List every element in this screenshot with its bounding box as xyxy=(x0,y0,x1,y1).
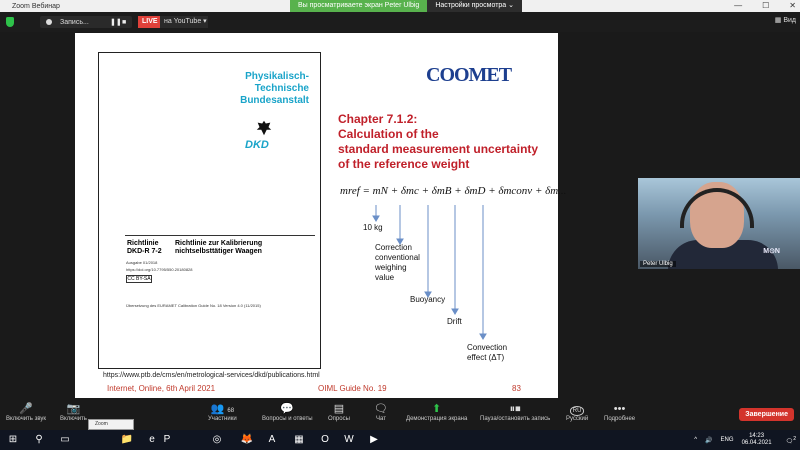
end-meeting-button[interactable]: Завершение xyxy=(739,408,794,421)
richtlinie-title: Richtlinie zur Kalibrierung nichtselbsttätiger Waagen xyxy=(175,240,263,255)
explorer-icon[interactable]: 📁 xyxy=(120,434,134,445)
meeting-top-bar xyxy=(0,12,800,32)
volume-icon[interactable]: 🔊 xyxy=(705,437,713,444)
recording-label: Запись... xyxy=(60,18,89,26)
issue-text: Ausgabe 01/2018 xyxy=(126,260,158,265)
edge-icon[interactable]: e xyxy=(149,434,155,445)
shirt-logo: M⊙N xyxy=(763,248,780,255)
maximize-button[interactable]: ☐ xyxy=(762,1,770,10)
more-label: Подробнее xyxy=(604,416,636,422)
clock[interactable] xyxy=(742,433,772,447)
presentation-slide xyxy=(75,33,567,398)
mic-muted-icon: 🎤 xyxy=(19,403,33,415)
unmute-label: Включить звук xyxy=(6,416,47,422)
cc-license-badge: CC BY-SA xyxy=(127,276,151,282)
slide-footer-left: Internet, Online, 6th April 2021 xyxy=(107,384,216,393)
recording-dot-icon xyxy=(46,19,52,25)
system-tray xyxy=(694,430,800,450)
richtlinie-code: Richtlinie DKD-R 7-2 xyxy=(127,240,162,255)
zoom-thumbnail[interactable]: Zoom xyxy=(88,419,134,430)
windows-start-icon[interactable]: ⊞ xyxy=(8,434,18,445)
share-screen-label: Демонстрация экрана xyxy=(406,416,468,422)
view-options-button[interactable]: Настройки просмотра ⌄ xyxy=(427,0,522,12)
participant-video[interactable] xyxy=(638,178,800,269)
slide-page-number: 83 xyxy=(512,384,521,393)
camera-off-icon: 📷 xyxy=(66,403,81,415)
participants-icon: 👥 68 xyxy=(210,403,235,415)
nominal-mass-label: 10 kg xyxy=(363,223,383,232)
zoom-icon[interactable]: ▶ xyxy=(370,434,378,445)
qa-label: Вопросы и ответы xyxy=(262,416,313,422)
doi-text: https://doi.org/10.7795/550.20180828 xyxy=(126,267,193,272)
coomet-logo: COOMET xyxy=(426,64,512,86)
share-screen-icon: ⬆ xyxy=(432,403,442,415)
polls-label: Опросы xyxy=(328,416,350,422)
stop-recording-icon[interactable]: ■ xyxy=(122,18,127,26)
outlook-icon[interactable]: O xyxy=(321,434,329,445)
chat-label: Чат xyxy=(376,416,386,422)
dkd-logo: DKD xyxy=(245,139,269,151)
acrobat-icon[interactable]: A xyxy=(268,434,276,445)
firefox-icon[interactable]: 🦊 xyxy=(240,434,254,445)
pause-recording-icon[interactable]: ❚❚ xyxy=(110,19,122,26)
qa-button[interactable] xyxy=(262,402,313,422)
language-indicator[interactable]: ENG xyxy=(720,437,734,443)
notifications-icon[interactable]: 🗨$^2$ xyxy=(785,435,796,445)
language-icon xyxy=(570,402,585,416)
language-label: Русский xyxy=(566,416,589,422)
participant-name-label: Peter Ulbig xyxy=(640,261,676,267)
security-shield-icon[interactable] xyxy=(6,17,14,27)
translation-note: Übersetzung des EURAMET Calibration Guide No. 18 Version 4.0 (11/2015) xyxy=(126,303,261,308)
recording-indicator xyxy=(40,16,132,28)
convection-label: Convection effect (ΔT) xyxy=(467,343,508,362)
pause-recording-button[interactable] xyxy=(480,402,550,422)
chrome-icon[interactable]: ◎ xyxy=(212,434,222,445)
live-badge: LIVE xyxy=(138,16,162,28)
language-button[interactable] xyxy=(566,402,588,422)
reference-weight-formula: mref = mN + δmc + δmB + δmD + δmconv + δm... xyxy=(340,185,567,197)
powerpoint-icon[interactable]: P xyxy=(163,434,171,445)
correction-label: Correction conventional weighing value xyxy=(375,243,420,282)
ptb-logo-text: Physikalisch- Technische Bundesanstalt xyxy=(240,71,309,106)
more-icon: ••• xyxy=(613,403,626,415)
more-button[interactable] xyxy=(604,402,635,422)
window-title: Zoom Вебинар xyxy=(12,2,60,10)
unmute-button[interactable] xyxy=(6,402,46,422)
view-button[interactable]: ▦ Вид xyxy=(774,17,796,24)
close-button[interactable]: ✕ xyxy=(789,1,796,10)
youtube-stream-dropdown[interactable]: на YouTube ▾ xyxy=(160,16,208,28)
language-badge: RU xyxy=(570,406,585,416)
task-view-icon[interactable]: ▭ xyxy=(60,434,70,445)
slide-footer-center: OIML Guide No. 19 xyxy=(318,384,387,393)
participants-label: Участники xyxy=(208,416,237,422)
qa-icon: 💬 xyxy=(280,403,295,415)
start-video-button[interactable] xyxy=(60,402,87,422)
chat-icon: 🗨 xyxy=(374,403,388,415)
word-icon[interactable]: W xyxy=(344,434,354,445)
ptb-url: https://www.ptb.de/cms/en/metrological-services/dkd/publications.html xyxy=(103,372,320,379)
tray-chevron-icon[interactable]: ^ xyxy=(694,437,698,443)
participants-button[interactable] xyxy=(208,402,237,422)
drift-label: Drift xyxy=(447,317,462,326)
windows-taskbar xyxy=(0,430,800,450)
participant-count: 68 xyxy=(227,408,235,414)
start-video-label: Включить xyxy=(60,416,87,422)
pause-recording-label: Пауза/остановить запись xyxy=(480,416,551,422)
share-banner xyxy=(290,0,522,12)
notification-count: 2 xyxy=(793,435,796,442)
polls-button[interactable] xyxy=(328,402,350,422)
chat-button[interactable] xyxy=(374,402,388,422)
minimize-button[interactable]: — xyxy=(734,1,743,10)
polls-icon: ▤ xyxy=(333,403,345,415)
pause-record-icon: ⏸⏹ xyxy=(509,403,521,415)
clock-time: 14:23 xyxy=(749,433,765,439)
share-message: Вы просматриваете экран Peter Ulbig xyxy=(290,0,427,12)
search-icon[interactable]: ⚲ xyxy=(35,434,43,445)
calculator-icon[interactable]: ▦ xyxy=(294,434,304,445)
clock-date: 06.04.2021 xyxy=(741,440,772,446)
share-screen-button[interactable] xyxy=(406,402,467,422)
buoyancy-label: Buoyancy xyxy=(410,295,446,304)
chapter-heading: Chapter 7.1.2: Calculation of the standard measurement uncertainty of the reference weight xyxy=(338,112,539,171)
